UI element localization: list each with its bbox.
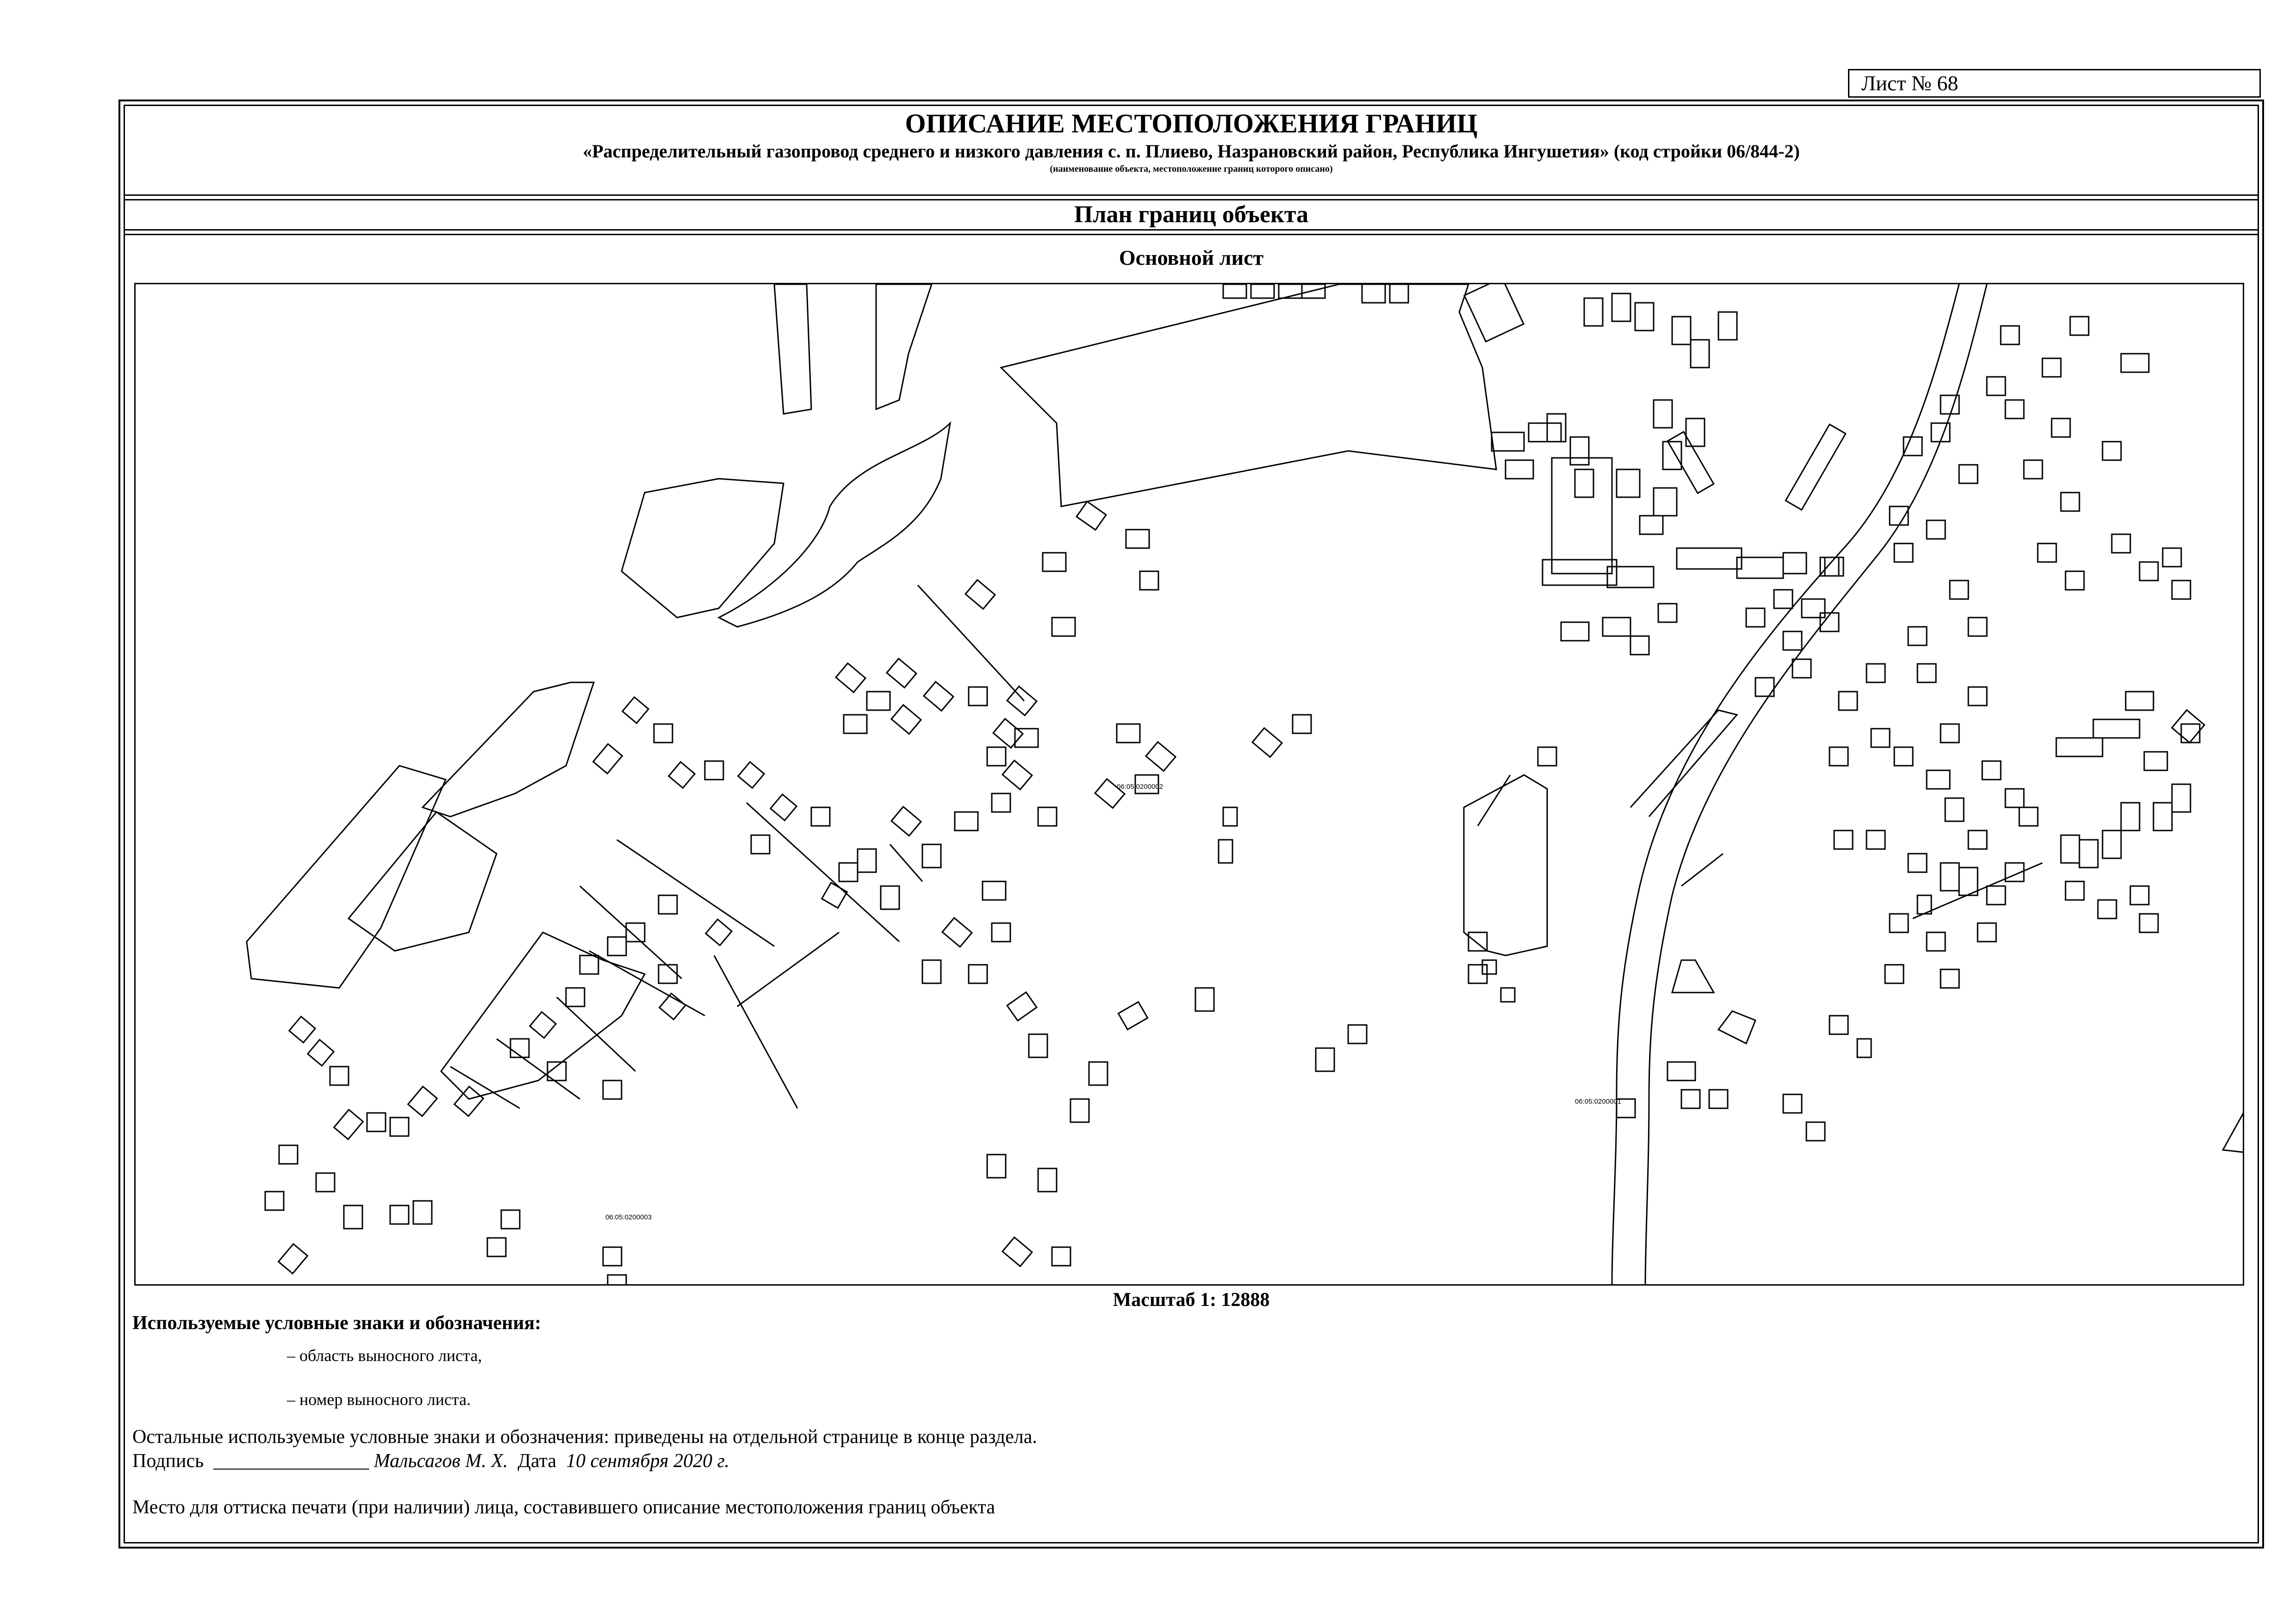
map-drawing bbox=[136, 284, 2244, 1286]
legend-item-extension-area: – область выносного листа, bbox=[287, 1346, 482, 1365]
signature-row bbox=[132, 1449, 729, 1473]
parcel-label-03: 06:05:0200003 bbox=[605, 1213, 652, 1221]
object-caption: (наименование объекта, местоположение границ которого описано) bbox=[1050, 164, 1333, 174]
parcel-label-02: 06:05:0200002 bbox=[1117, 783, 1164, 791]
parcel-east-1 bbox=[1464, 775, 1547, 956]
road-bank-left bbox=[1612, 284, 1959, 1286]
building-footprints bbox=[265, 284, 2204, 1286]
parcel-w-2 bbox=[423, 682, 594, 817]
boundary-plan-map bbox=[134, 283, 2244, 1286]
plan-title-divider bbox=[124, 229, 2259, 231]
parcel-w-5 bbox=[441, 932, 645, 1099]
parcel-nw-2 bbox=[876, 284, 932, 409]
parcel-nw-1 bbox=[774, 284, 811, 414]
ravine-outline bbox=[719, 423, 950, 627]
document-title: ОПИСАНИЕ МЕСТОПОЛОЖЕНИЯ ГРАНИЦ bbox=[905, 108, 1478, 138]
signer-name: Мальсагов М. Х. bbox=[373, 1450, 508, 1472]
other-signs-note: Остальные используемые условные знаки и обозначения: приведены на отдельной странице в конце раздела. bbox=[132, 1426, 1037, 1448]
date-label: Дата bbox=[517, 1450, 557, 1472]
plan-title: План границ объекта bbox=[1074, 201, 1309, 228]
plan-title-divider-double bbox=[124, 234, 2259, 235]
parcel-w-3 bbox=[247, 766, 446, 988]
signature-line: ________________ bbox=[213, 1450, 369, 1472]
header-divider bbox=[124, 194, 2259, 196]
object-name: «Распределительный газопровод среднего и низкого давления с. п. Плиево, Назрановский район, Республика Ингушетия» (код стройки 06/844-2) bbox=[583, 141, 1800, 162]
building-central bbox=[1552, 458, 1612, 574]
large-plot-north bbox=[1001, 284, 1496, 506]
legend-item-extension-number: – номер выносного листа. bbox=[287, 1390, 471, 1409]
stamp-note: Место для оттиска печати (при наличии) лица, составившего описание местоположения границ объекта bbox=[132, 1497, 996, 1518]
sheet-type: Основной лист bbox=[1119, 246, 1264, 269]
map-scale: Масштаб 1: 12888 bbox=[1113, 1289, 1270, 1311]
parcel-east-3 bbox=[1718, 1011, 1755, 1043]
parcel-label-01: 06:05:0200001 bbox=[1575, 1098, 1622, 1106]
parcel-w-1 bbox=[622, 479, 784, 618]
parcel-east-4 bbox=[2223, 1108, 2244, 1155]
parcel-east-2 bbox=[1672, 960, 1714, 993]
legend-title: Используемые условные знаки и обозначения: bbox=[132, 1312, 541, 1334]
road-bank-right bbox=[1645, 284, 1987, 1286]
signature-label: Подпись bbox=[132, 1450, 204, 1472]
date-value: 10 сентября 2020 г. bbox=[566, 1450, 729, 1472]
sheet-number: Лист № 68 bbox=[1848, 69, 2261, 98]
